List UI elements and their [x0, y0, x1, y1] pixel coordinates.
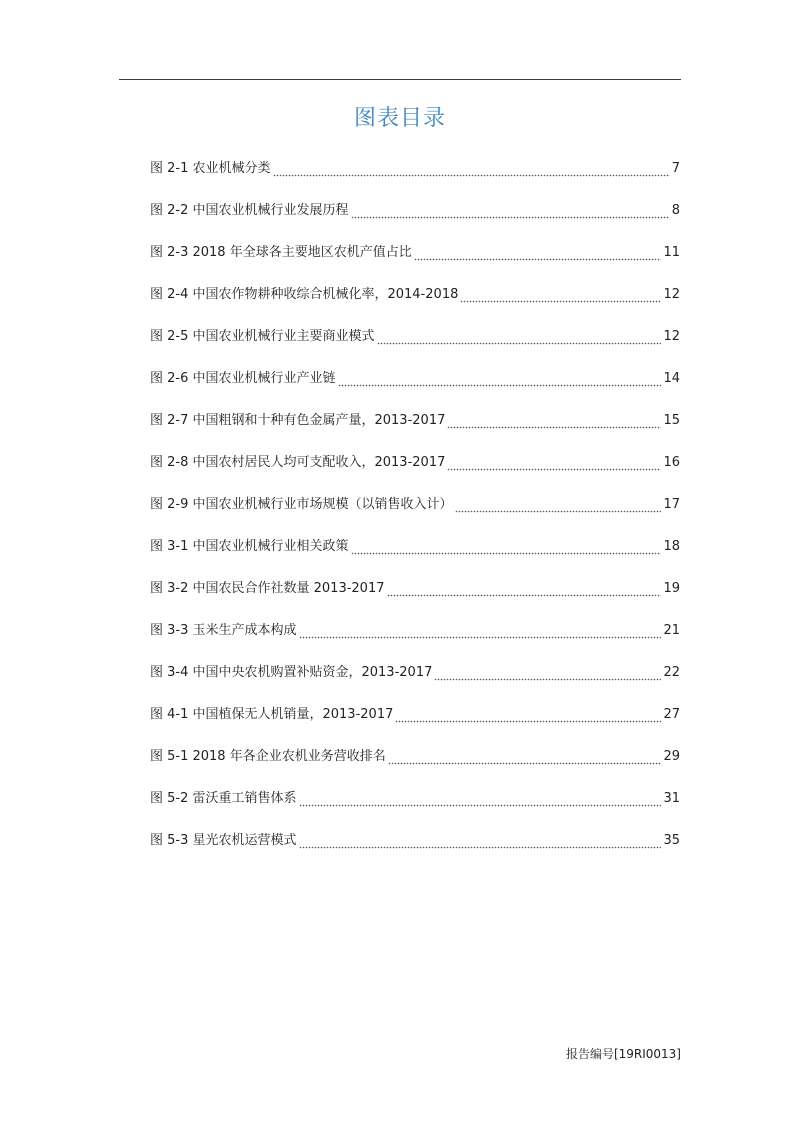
toc-entry-page: 21 [663, 623, 680, 638]
toc-dot-leader [299, 788, 662, 810]
toc-entry-label: 图 2-5 中国农业机械行业主要商业模式 [150, 329, 375, 344]
toc-entry[interactable] [150, 400, 680, 442]
toc-dot-leader [388, 746, 662, 768]
toc-entry-page: 35 [663, 833, 680, 848]
report-number: 报告编号[19RI0013] [565, 1047, 681, 1061]
toc-entry[interactable] [150, 358, 680, 400]
toc-dot-leader [395, 704, 661, 726]
toc-dot-leader [460, 284, 661, 306]
toc-dot-leader [377, 326, 662, 348]
toc-entry-page: 29 [663, 749, 680, 764]
toc-entry-page: 15 [663, 413, 680, 428]
toc-entry-page: 14 [663, 371, 680, 386]
toc-entry-page: 19 [663, 581, 680, 596]
figure-list [150, 148, 680, 862]
toc-dot-leader [447, 452, 661, 474]
toc-entry[interactable] [150, 526, 680, 568]
header-rule [119, 79, 681, 80]
toc-dot-leader [338, 368, 662, 390]
toc-entry-label: 图 2-4 中国农作物耕种收综合机械化率，2014-2018 [150, 287, 459, 302]
toc-entry[interactable] [150, 190, 680, 232]
toc-entry-label: 图 3-1 中国农业机械行业相关政策 [150, 539, 349, 554]
toc-dot-leader [455, 494, 662, 516]
toc-entry-label: 图 3-4 中国中央农机购置补贴资金，2013-2017 [150, 665, 433, 680]
toc-entry-label: 图 5-2 雷沃重工销售体系 [150, 791, 297, 806]
toc-dot-leader [273, 158, 670, 180]
toc-entry-label: 图 4-1 中国植保无人机销量，2013-2017 [150, 707, 394, 722]
toc-entry[interactable] [150, 610, 680, 652]
toc-entry-page: 12 [663, 287, 680, 302]
toc-entry[interactable] [150, 442, 680, 484]
toc-dot-leader [434, 662, 661, 684]
toc-entry-page: 18 [663, 539, 680, 554]
toc-entry[interactable] [150, 484, 680, 526]
toc-dot-leader [351, 536, 662, 558]
toc-entry[interactable] [150, 652, 680, 694]
page-title: 图表目录 [353, 106, 446, 131]
toc-dot-leader [351, 200, 670, 222]
toc-entry-label: 图 2-6 中国农业机械行业产业链 [150, 371, 336, 386]
toc-entry[interactable] [150, 820, 680, 862]
toc-entry-label: 图 2-2 中国农业机械行业发展历程 [150, 203, 349, 218]
toc-entry-label: 图 2-1 农业机械分类 [150, 161, 271, 176]
toc-entry-page: 27 [663, 707, 680, 722]
toc-entry[interactable] [150, 148, 680, 190]
toc-entry[interactable] [150, 778, 680, 820]
toc-entry[interactable] [150, 568, 680, 610]
toc-entry[interactable] [150, 316, 680, 358]
toc-entry-label: 图 2-7 中国粗钢和十种有色金属产量，2013-2017 [150, 413, 446, 428]
toc-entry-page: 8 [671, 203, 680, 218]
toc-entry-page: 11 [663, 245, 680, 260]
toc-entry[interactable] [150, 274, 680, 316]
toc-entry-label: 图 5-1 2018 年各企业农机业务营收排名 [150, 749, 386, 764]
toc-dot-leader [299, 620, 662, 642]
toc-entry-page: 22 [663, 665, 680, 680]
toc-entry-page: 31 [663, 791, 680, 806]
toc-entry-label: 图 2-8 中国农村居民人均可支配收入，2013-2017 [150, 455, 446, 470]
toc-entry[interactable] [150, 736, 680, 778]
toc-dot-leader [414, 242, 662, 264]
toc-entry-page: 7 [671, 161, 680, 176]
toc-entry-label: 图 3-2 中国农民合作社数量 2013-2017 [150, 581, 385, 596]
toc-entry-page: 12 [663, 329, 680, 344]
toc-entry[interactable] [150, 232, 680, 274]
toc-entry-page: 16 [663, 455, 680, 470]
toc-entry-label: 图 2-9 中国农业机械行业市场规模（以销售收入计） [150, 497, 453, 512]
toc-dot-leader [299, 830, 662, 852]
toc-dot-leader [447, 410, 661, 432]
toc-entry-label: 图 2-3 2018 年全球各主要地区农机产值占比 [150, 245, 412, 260]
toc-entry-page: 17 [663, 497, 680, 512]
toc-entry-label: 图 5-3 星光农机运营模式 [150, 833, 297, 848]
toc-entry[interactable] [150, 694, 680, 736]
toc-entry-label: 图 3-3 玉米生产成本构成 [150, 623, 297, 638]
toc-dot-leader [387, 578, 662, 600]
